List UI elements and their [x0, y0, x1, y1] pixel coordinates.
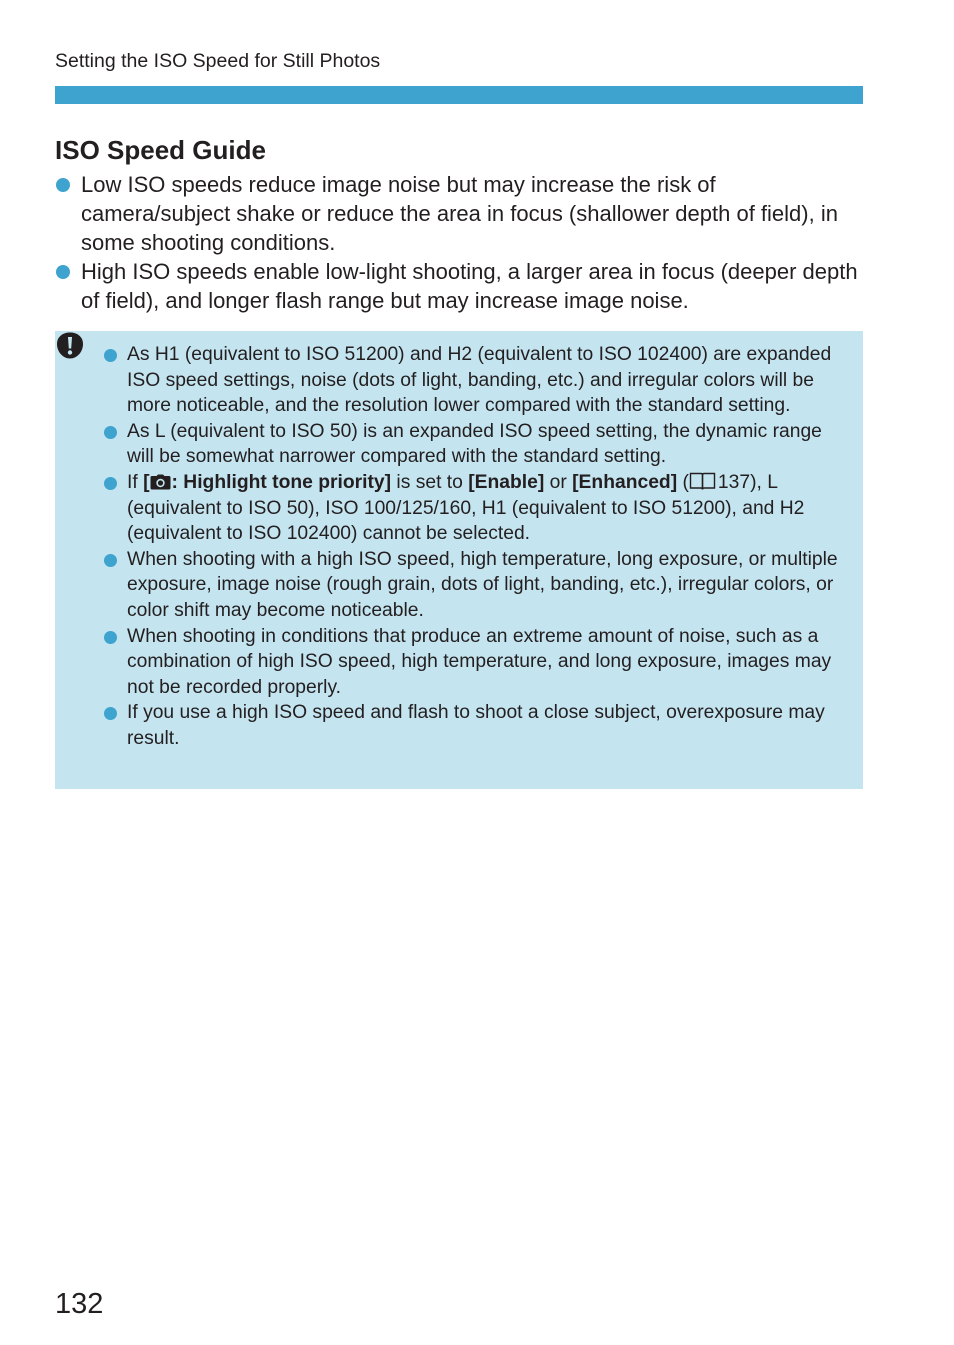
caution-list [103, 342, 853, 752]
guide-item [55, 170, 870, 257]
caution-item-text: As H1 (equivalent to ISO 51200) and H2 (equivalent to ISO 102400) are expanded ISO speed settings, noise (dots of light, banding, etc.) and irregular colors will be more noticeable, and the resolution lower compared with the standard setting. [127, 344, 832, 417]
menu-label: : Highlight tone priority] [171, 471, 392, 493]
header-bar [55, 86, 863, 104]
bullet-icon [104, 707, 117, 720]
caution-item-text: If you use a high ISO speed and flash to shoot a close subject, overexposure may result. [127, 702, 825, 749]
running-head: Setting the ISO Speed for Still Photos [55, 50, 381, 72]
bullet-icon [104, 554, 117, 567]
guide-item-text: High ISO speeds enable low-light shooting, a larger area in focus (deeper depth of field), and longer flash range but may increase image noise. [81, 259, 858, 313]
book-icon [689, 472, 716, 491]
caution-item-text: When shooting in conditions that produce an extreme amount of noise, such as a combination of high ISO speed, high temperature, and long exposure, images may not be recorded properly. [127, 625, 832, 698]
caution-item-mid: is set to [391, 471, 469, 493]
caution-item [103, 624, 853, 701]
caution-item-text: As L (equivalent to ISO 50) is an expanded ISO speed setting, the dynamic range will be somewhat narrower compared with the standard setting. [127, 420, 822, 468]
guide-list [55, 170, 870, 315]
bullet-icon [104, 349, 117, 362]
guide-item-text: Low ISO speeds reduce image noise but may increase the risk of camera/subject shake or reduce the area in focus (shallower depth of field), in some shooting conditions. [81, 172, 838, 255]
guide-item [55, 257, 870, 315]
bullet-icon [104, 426, 117, 439]
caution-item-prefix: If [127, 471, 144, 493]
bullet-icon [56, 265, 70, 279]
option-enable: [Enable] [468, 471, 545, 493]
page-reference: 137 [717, 471, 751, 493]
caution-box [55, 331, 863, 789]
option-enhanced: [Enhanced] [572, 471, 678, 493]
caution-item [103, 342, 853, 419]
caution-item-suffix: ), L (equivalent to ISO 50), ISO 100/125/160, H1 (equivalent to ISO 51200), and H2 (equivalent to ISO 102400) cannot be selected. [127, 471, 805, 545]
bullet-icon [104, 631, 117, 644]
section-title: ISO Speed Guide [55, 135, 266, 165]
menu-bracket-open: [ [143, 471, 150, 493]
caution-item [103, 547, 853, 624]
paren-open: ( [677, 471, 689, 493]
bullet-icon [56, 178, 70, 192]
caution-item [103, 700, 853, 751]
caution-item-text: When shooting with a high ISO speed, high temperature, long exposure, or multiple exposure, image noise (rough grain, dots of light, banding, etc.), irregular colors, or color shift may become noticeable. [127, 548, 838, 621]
caution-icon [55, 331, 85, 361]
camera-icon [150, 474, 171, 490]
caution-item-mid: or [544, 471, 573, 493]
bullet-icon [104, 477, 117, 490]
caution-item [103, 470, 853, 547]
caution-item [103, 419, 853, 470]
page-number: 132 [55, 1288, 104, 1320]
